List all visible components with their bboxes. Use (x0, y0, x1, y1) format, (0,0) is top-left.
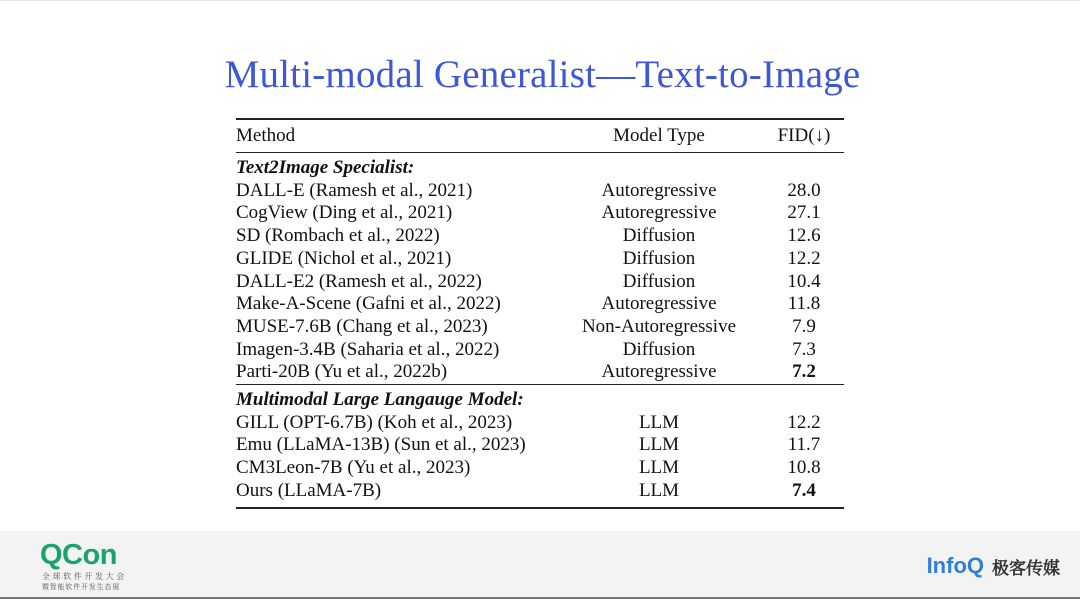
cell-model-type: Diffusion (622, 338, 696, 360)
table-row (236, 339, 844, 362)
cell-model-type: Diffusion (622, 247, 696, 269)
cell-fid: 10.8 (787, 457, 821, 479)
section-multimodal-llm (236, 385, 844, 508)
cell-model-type: LLM (638, 457, 680, 479)
cell-model-type: Autoregressive (601, 202, 717, 224)
table-row (236, 202, 844, 225)
table-row (236, 434, 844, 457)
top-rule (0, 0, 1080, 1)
slide-title: Multi-modal Generalist—Text-to-Image (224, 53, 861, 96)
cell-model-type: Non-Autoregressive (581, 315, 737, 337)
cell-model-type: LLM (638, 434, 680, 456)
cell-fid: 27.1 (787, 202, 821, 224)
infoq-logo-mark: InfoQ (926, 553, 984, 578)
cell-method: Imagen-3.4B (Saharia et al., 2022) (236, 338, 500, 360)
cell-fid: 7.4 (764, 480, 844, 508)
cell-fid: 10.4 (787, 270, 821, 292)
results-table-panel (228, 101, 854, 521)
cell-fid: 12.2 (787, 247, 821, 269)
table-row (236, 480, 844, 508)
cell-method: DALL-E2 (Ramesh et al., 2022) (236, 270, 482, 292)
cell-method: GILL (OPT-6.7B) (Koh et al., 2023) (236, 411, 513, 433)
cell-method: Parti-20B (Yu et al., 2022b) (236, 361, 448, 383)
table-row (236, 457, 844, 480)
table-row (236, 271, 844, 294)
cell-model-type: LLM (638, 411, 680, 433)
cell-fid: 12.6 (787, 225, 821, 247)
cell-fid: 7.2 (792, 361, 816, 383)
qcon-subtitle: 全球软件开发大会 (42, 572, 127, 581)
table-row (236, 248, 844, 271)
cell-fid: 28.0 (787, 179, 821, 201)
infoq-logo (927, 553, 1060, 579)
header-method: Method (236, 119, 554, 153)
cell-fid: 11.7 (787, 434, 821, 456)
table-row (236, 180, 844, 203)
header-fid: FID(↓) (764, 119, 844, 153)
section-text2image-specialist (236, 153, 844, 385)
qcon-logo: QCon (40, 539, 117, 571)
cell-fid: 7.3 (792, 338, 816, 360)
cell-method: Emu (LLaMA-13B) (Sun et al., 2023) (236, 434, 526, 456)
table-row (236, 412, 844, 435)
group-label: Multimodal Large Langauge Model: (236, 385, 844, 412)
cell-method: DALL-E (Ramesh et al., 2021) (236, 179, 473, 201)
cell-fid: 11.8 (787, 293, 821, 315)
cell-model-type: LLM (554, 480, 764, 508)
group-label: Text2Image Specialist: (236, 157, 415, 178)
table-row (236, 361, 844, 384)
cell-model-type: Diffusion (622, 270, 696, 292)
qcon-subtitle-2: 暨智能软件开发生态展 (42, 583, 120, 591)
cell-fid: 7.9 (792, 315, 816, 337)
cell-fid: 12.2 (787, 411, 821, 433)
cell-method: MUSE-7.6B (Chang et al., 2023) (236, 315, 488, 337)
cell-model-type: Autoregressive (601, 179, 717, 201)
cell-model-type: Autoregressive (601, 361, 717, 383)
group-label-row (236, 385, 844, 412)
infoq-logo-cn: 极客传媒 (992, 558, 1060, 579)
footer-bar (0, 531, 1080, 599)
cell-method: CogView (Ding et al., 2021) (236, 202, 453, 224)
header-model-type: Model Type (554, 119, 764, 153)
cell-method: Ours (LLaMA-7B) (236, 480, 554, 508)
table-header-row (236, 119, 844, 153)
cell-model-type: Diffusion (622, 225, 696, 247)
table-row (236, 293, 844, 316)
group-label-row (236, 153, 844, 180)
cell-method: SD (Rombach et al., 2022) (236, 225, 440, 247)
cell-method: Make-A-Scene (Gafni et al., 2022) (236, 293, 501, 315)
cell-model-type: Autoregressive (601, 293, 717, 315)
table-row (236, 316, 844, 339)
cell-method: GLIDE (Nichol et al., 2021) (236, 247, 452, 269)
table-row (236, 225, 844, 248)
cell-method: CM3Leon-7B (Yu et al., 2023) (236, 457, 471, 479)
results-table (236, 118, 844, 509)
